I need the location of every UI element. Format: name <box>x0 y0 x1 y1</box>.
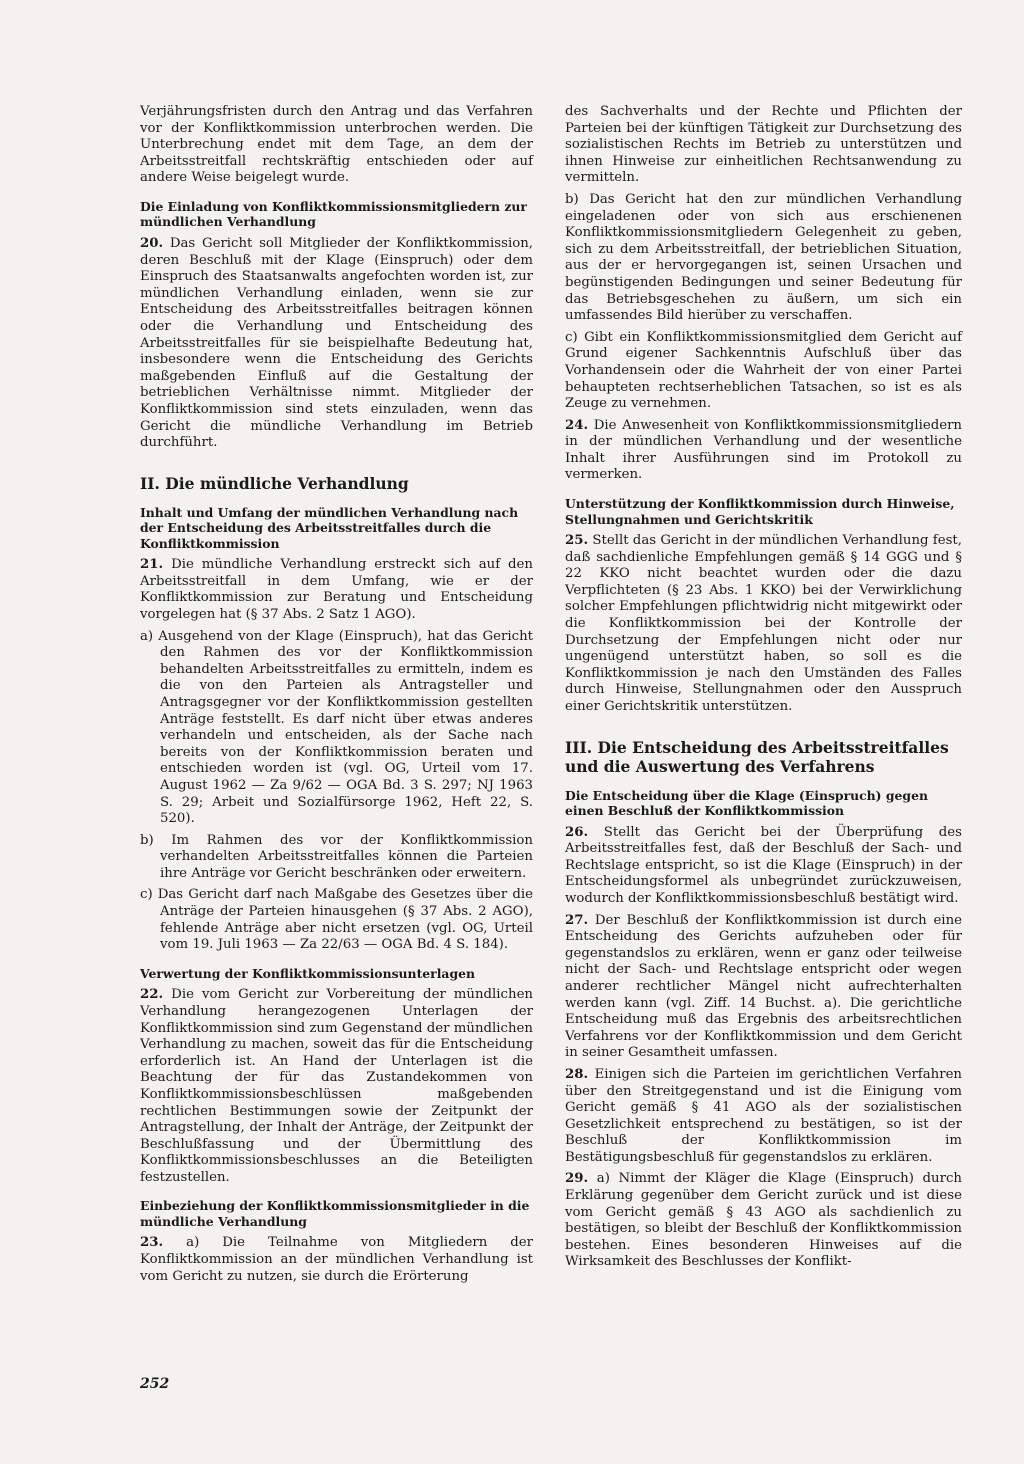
paragraph-intro: Verjährungsfristen durch den Antrag und das Verfahren vor der Konfliktkommission unterbrochen werden. Die Unterbrechung endet mit dem Tage, an dem der Arbeitsstreitfall rechtskräftig entschieden oder auf andere Weise beigelegt wurde. <box>140 104 533 186</box>
text-22: Die vom Gericht zur Vorbereitung der mündlichen Verhandlung herangezogenen Unterlagen der Konfliktkommission sind zum Gegenstand der mündlichen Verhandlung zu machen, soweit das für die Entscheidung erforderlich ist. An Hand der Unterlagen ist die Beachtung der für das Zustandekommen von Konfliktkommissionsbeschlüssen maßgebenden rechtlichen Bestimmungen sowie der Zeitpunkt der Antragstellung, der Inhalt der Anträge, der Zeitpunkt der Beschlußfassung und der Übermittlung des Konfliktkommissionsbeschlusses an die Beteiligten festzustellen. <box>140 987 533 1185</box>
text-25: Stellt das Gericht in der mündlichen Verhandlung fest, daß sachdienliche Empfehlungen gemäß § 14 GGG und § 22 KKO nicht beachtet wurden oder die dazu Verpflichteten (§ 23 Abs. 1 KKO) bei der Verwirklichung solcher Empfehlungen pflichtwidrig nicht mitgewirkt oder die Konfliktkommission bei der Kontrolle der Durchsetzung der Empfehlungen nicht oder nur ungenügend unterstützt haben, so soll es die Konfliktkommission je nach den Umständen des Falles durch Hinweise, Stellungnahmen oder den Ausspruch einer Gerichtskritik unterstützen. <box>565 533 962 714</box>
paragraph-23a <box>140 1235 533 1285</box>
paragraph-25 <box>565 533 962 716</box>
number-24: 24. <box>565 417 589 433</box>
number-27: 27. <box>565 912 589 928</box>
paragraph-28 <box>565 1067 962 1167</box>
number-20: 20. <box>140 235 164 251</box>
text-21: Die mündliche Verhandlung erstreckt sich auf den Arbeitsstreitfall in dem Umfang, wie er der Konfliktkommission zur Beratung und Entscheidung vorgelegen hat (§ 37 Abs. 2 Satz 1 AGO). <box>140 557 533 622</box>
text-29a: a) Nimmt der Kläger die Klage (Einspruch) durch Erklärung gegenüber dem Gericht zurück und ist diese vom Gericht gemäß § 43 AGO als sachdienlich zu bestätigen, so bleibt der Beschluß der Konfliktkommission bestehen. Eines besonderen Hinweises auf die Wirksamkeit des Beschlusses der Konflikt- <box>565 1171 962 1270</box>
paragraph-21c: c) Das Gericht darf nach Maßgabe des Gesetzes über die Anträge der Parteien hinausgehen (§ 37 Abs. 2 AGO), fehlende Anträge aber nicht ersetzen (vgl. OG, Urteil vom 19. Juli 1963 — Za 22/63 — OGA Bd. 4 S. 184). <box>140 887 533 953</box>
paragraph-20 <box>140 236 533 452</box>
number-21: 21. <box>140 557 164 573</box>
number-29: 29. <box>565 1171 589 1187</box>
section-heading-iii: III. Die Entscheidung des Arbeitsstreitfalles und die Auswertung des Verfahrens <box>565 737 949 776</box>
heading-verwertung: Verwertung der Konfliktkommissionsunterlagen <box>140 965 475 981</box>
heading-inhalt: Inhalt und Umfang der mündlichen Verhandlung nach der Entscheidung des Arbeitsstreitfalles durch die Konfliktkommission <box>140 504 519 551</box>
paragraph-21b: b) Im Rahmen des vor der Konfliktkommission verhandelten Arbeitsstreitfalles können die Parteien ihre Anträge vor Gericht beschränken oder erweitern. <box>140 832 533 881</box>
section-heading-ii: II. Die mündliche Verhandlung <box>140 473 409 493</box>
paragraph-22 <box>140 987 533 1186</box>
paragraph-27 <box>565 913 962 1062</box>
heading-unterstuetzung: Unterstützung der Konfliktkommission durch Hinweise, Stellungnahmen und Gerichtskritik <box>565 496 955 527</box>
number-22: 22. <box>140 987 164 1003</box>
text-20: Das Gericht soll Mitglieder der Konfliktkommission, deren Beschluß mit der Klage (Einspruch) oder dem Einspruch des Staatsanwalts angefochten worden ist, zur mündlichen Verhandlung einladen, wenn sie zur Entscheidung des Arbeitsstreitfalles beitragen können oder die Verhandlung und Entscheidung des Arbeitsstreitfalles für sie beispielhafte Bedeutung hat, insbesondere wenn die Entscheidung des Gerichts maßgebenden Einfluß auf die Gestaltung der betrieblichen Verhältnisse nimmt. Mitglieder der Konfliktkommission sind stets einzuladen, wenn das Gericht die mündliche Verhandlung im Betrieb durchführt. <box>140 235 533 451</box>
heading-entscheidung: Die Entscheidung über die Klage (Einspruch) gegen einen Beschluß der Konfliktkommission <box>565 787 928 819</box>
number-25: 25. <box>565 533 589 549</box>
page-number: 252 <box>140 1376 170 1392</box>
heading-einladung: Die Einladung von Konfliktkommissionsmitgliedern zur mündlichen Verhandlung <box>140 198 527 230</box>
paragraph-23a-continued: des Sachverhalts und der Rechte und Pflichten der Parteien bei der künftigen Tätigkeit zur Durchsetzung des sozialistischen Rechts im Betrieb zu unterstützen und ihnen Hinweise zur einheitlichen Rechtsanwendung zu vermitteln. <box>565 104 962 186</box>
text-26: Stellt das Gericht bei der Überprüfung des Arbeitsstreitfalles fest, daß der Beschluß der Sach- und Rechtslage entspricht, so ist die Klage (Einspruch) in der Entscheidungsformel als unbegründet zurückzuweisen, wodurch der Konfliktkommissionsbeschluß bestätigt wird. <box>565 824 962 906</box>
number-23: 23. <box>140 1235 164 1251</box>
paragraph-29a <box>565 1171 962 1271</box>
number-26: 26. <box>565 824 589 840</box>
left-column <box>140 104 533 1290</box>
paragraph-21a: a) Ausgehend von der Klage (Einspruch), hat das Gericht den Rahmen des vor der Konfliktkommission behandelten Arbeitsstreitfalles zu ermitteln, indem es die von den Parteien als Antragsteller und Antragsgegner vor der Konfliktkommission gestellten Anträge feststellt. Es darf nicht über etwas anderes verhandeln und entscheiden, als der Sache nach bereits von der Konfliktkommission beraten und entschieden worden ist (vgl. OG, Urteil vom 17. August 1962 — Za 9/62 — OGA Bd. 3 S. 297; NJ 1963 S. 29; Arbeit und Sozialfürsorge 1962, Heft 22, S. 520). <box>140 628 533 827</box>
paragraph-23b: b) Das Gericht hat den zur mündlichen Verhandlung eingeladenen oder von sich aus erschienenen Konfliktkommissionsmitgliedern Gelegenheit zu geben, sich zu dem Arbeitsstreitfall, der betrieblichen Situation, aus der er hervorgegangen ist, seinen Ursachen und begünstigenden Bedingungen und seiner Bedeutung für das Betriebsgeschehen zu äußern, um sich ein umfassendes Bild hierüber zu verschaffen. <box>565 191 962 324</box>
right-column <box>565 104 962 1276</box>
paragraph-24 <box>565 418 962 484</box>
text-28: Einigen sich die Parteien im gerichtlichen Verfahren über den Streitgegenstand und ist die Einigung vom Gericht gemäß § 41 AGO als der sozialistischen Gesetzlichkeit entsprechend zu bestätigen, so ist der Beschluß der Konfliktkommission im Bestätigungsbeschluß für gegenstandslos zu erklären. <box>565 1066 962 1165</box>
paragraph-26 <box>565 825 962 908</box>
number-28: 28. <box>565 1066 589 1082</box>
paragraph-21 <box>140 557 533 623</box>
paragraph-23c: c) Gibt ein Konfliktkommissionsmitglied dem Gericht auf Grund eigener Sachkenntnis Aufschluß über das Vorhandensein oder die Wahrheit der von einer Partei behaupteten rechtserheblichen Tatsachen, so ist es als Zeuge zu vernehmen. <box>565 329 962 412</box>
text-24: Die Anwesenheit von Konfliktkommissionsmitgliedern in der mündlichen Verhandlung und der wesentliche Inhalt ihrer Ausführungen sind im Protokoll zu vermerken. <box>565 417 962 483</box>
heading-einbeziehung: Einbeziehung der Konfliktkommissionsmitglieder in die mündliche Verhandlung <box>140 1198 530 1229</box>
text-27: Der Beschluß der Konfliktkommission ist durch eine Entscheidung des Gerichts aufzuheben oder für gegenstandslos zu erklären, wenn er ganz oder teilweise nicht der Sach- und Rechtslage entspricht oder wegen anderer rechtlicher Mängel nicht aufrechterhalten werden kann (vgl. Ziff. 14 Buchst. a). Die gerichtliche Entscheidung muß das Ergebnis des arbeitsrechtlichen Verfahrens vor der Konfliktkommission und dem Gericht in seiner Gesamtheit umfassen. <box>565 912 962 1061</box>
text-23a: a) Die Teilnahme von Mitgliedern der Konfliktkommission an der mündlichen Verhandlung ist vom Gericht zu nutzen, sie durch die Erörterung <box>140 1235 533 1284</box>
